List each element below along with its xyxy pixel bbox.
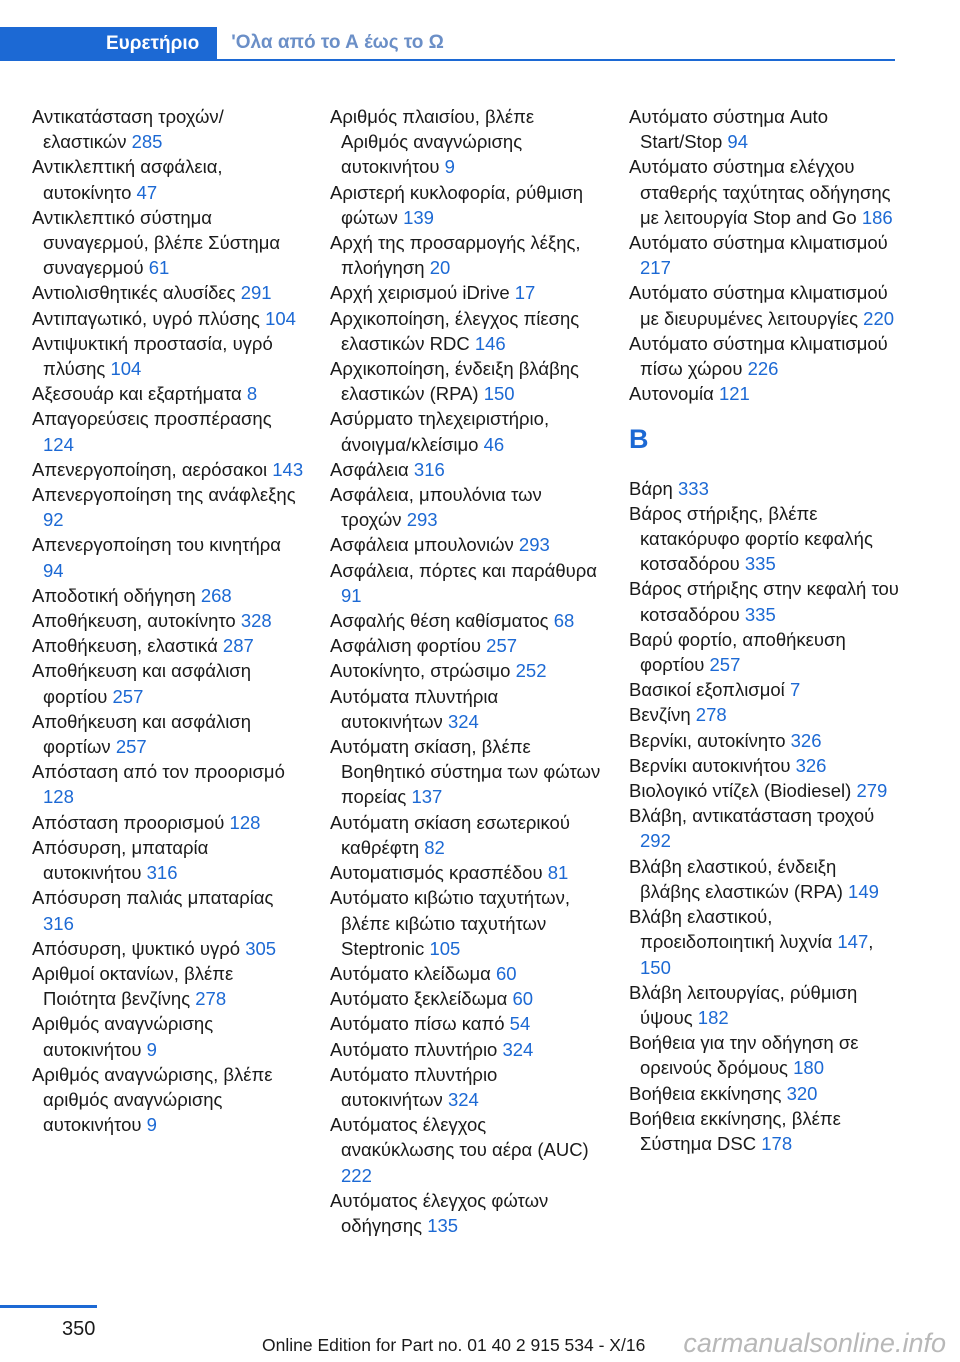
page-link[interactable]: 316 bbox=[146, 862, 178, 884]
entry-term: Αυτόματο κιβώτιο ταχυτήτων, βλέπε κιβώτιο ταχυτήτων Steptronic bbox=[330, 887, 570, 959]
page-link[interactable]: 278 bbox=[695, 704, 727, 726]
index-entry bbox=[629, 854, 901, 904]
page-link[interactable]: 279 bbox=[856, 780, 888, 802]
index-entry bbox=[330, 885, 602, 961]
index-entry bbox=[629, 753, 901, 778]
page-link[interactable]: 82 bbox=[424, 836, 445, 858]
page-link[interactable]: 335 bbox=[744, 603, 776, 625]
page-link[interactable]: 150 bbox=[483, 383, 515, 405]
header-bar bbox=[0, 27, 895, 61]
entry-term: Αυτόματος έλεγχος ανακύκλωσης του αέρα (AUC) bbox=[330, 1114, 589, 1161]
index-column-1 bbox=[32, 104, 304, 1137]
page-link[interactable]: 147 bbox=[837, 931, 869, 953]
page-link[interactable]: 328 bbox=[240, 610, 272, 632]
page-link[interactable]: 320 bbox=[786, 1082, 818, 1104]
index-entry bbox=[32, 482, 304, 532]
entry-term: Αυτόματο πίσω καπό bbox=[330, 1013, 505, 1035]
page-link[interactable]: 326 bbox=[790, 729, 822, 751]
index-entry bbox=[629, 476, 901, 501]
page-link[interactable]: 335 bbox=[744, 553, 776, 575]
index-entry bbox=[629, 381, 901, 406]
index-entry bbox=[629, 1106, 901, 1156]
page-link[interactable]: 178 bbox=[761, 1132, 793, 1154]
index-entry bbox=[330, 230, 602, 280]
entry-term: Αντικλεπτικό σύστημα συναγερμού, βλέπε Σύστημα συναγερμού bbox=[32, 206, 281, 279]
entry-term: Αποθήκευση και ασφάλιση φορτίων bbox=[32, 710, 252, 758]
page-link[interactable]: 94 bbox=[43, 559, 64, 581]
index-entry bbox=[330, 658, 602, 683]
index-entry bbox=[32, 154, 304, 204]
page-link[interactable]: 291 bbox=[240, 282, 272, 304]
entry-term: Βαρύ φορτίο, αποθήκευση φορτίου bbox=[629, 628, 846, 676]
index-entry bbox=[330, 1062, 602, 1112]
page-link[interactable]: 292 bbox=[640, 830, 671, 852]
index-entry bbox=[330, 104, 602, 180]
index-entry bbox=[330, 306, 602, 356]
entry-term: Αρχή της προσαρμογής λέξης, πλοήγηση bbox=[330, 232, 581, 279]
entry-term: Απενεργοποίηση, αερόσακοι bbox=[32, 458, 268, 480]
entry-term: Αυτονομία bbox=[629, 383, 714, 405]
index-entry bbox=[32, 457, 304, 482]
index-entry bbox=[330, 280, 602, 305]
entry-term: Αυτόματα πλυντήρια αυτοκινήτων bbox=[330, 685, 499, 732]
index-entry bbox=[330, 180, 602, 230]
entry-term: Αποθήκευση, ελαστικά bbox=[32, 635, 218, 657]
index-entry bbox=[32, 885, 304, 935]
entry-term: Βλάβη ελαστικού, προειδοποιητική λυχνία bbox=[629, 906, 833, 953]
index-entry bbox=[629, 778, 901, 803]
entry-term: Ασφάλεια bbox=[330, 458, 409, 480]
index-column-2 bbox=[330, 104, 602, 1238]
index-entry bbox=[330, 406, 602, 456]
index-entry bbox=[32, 532, 304, 582]
entry-term: Ασφάλιση φορτίου bbox=[330, 635, 482, 657]
page-link[interactable]: 9 bbox=[146, 1038, 157, 1060]
entry-term: Βερνίκι αυτοκινήτου bbox=[629, 754, 791, 776]
index-entry bbox=[330, 1188, 602, 1238]
index-columns bbox=[0, 104, 960, 1274]
entry-term: Απόσταση από τον προορισμό bbox=[32, 761, 285, 783]
page-link[interactable]: 61 bbox=[148, 257, 170, 279]
page-link[interactable]: 146 bbox=[474, 332, 506, 354]
entry-term: Αριθμοί οκτανίων, βλέπε Ποιότητα βενζίνης bbox=[32, 962, 234, 1010]
index-entry bbox=[330, 482, 602, 532]
entry-term: Αυτόματη σκίαση, βλέπε Βοηθητικό σύστημα των φώτων πορείας bbox=[330, 736, 601, 808]
page-link[interactable]: 104 bbox=[110, 358, 142, 380]
entry-term: Αυτοκίνητο, στρώσιμο bbox=[330, 660, 511, 682]
page-link[interactable]: 149 bbox=[848, 880, 879, 902]
page-link[interactable]: 257 bbox=[115, 736, 147, 758]
index-entry bbox=[629, 1081, 901, 1106]
entry-term: Αντικατάσταση τροχών/ελαστικών bbox=[32, 106, 224, 153]
page-link[interactable]: 186 bbox=[861, 206, 893, 228]
page-link[interactable]: 128 bbox=[229, 811, 261, 833]
entry-term: Αρχικοποίηση, ένδειξη βλάβης ελαστικών (RPA) bbox=[330, 358, 579, 405]
page-link[interactable]: 20 bbox=[429, 257, 451, 279]
index-entry bbox=[32, 633, 304, 658]
entry-term: Απόσυρση, μπαταρία αυτοκινήτου bbox=[32, 836, 209, 884]
entry-term: Αντιπαγωτικό, υγρό πλύσης bbox=[32, 307, 260, 329]
page-link[interactable]: 150 bbox=[640, 956, 671, 978]
index-entry bbox=[32, 961, 304, 1011]
entry-term: Απενεργοποίηση της ανάφλεξης bbox=[32, 484, 296, 506]
page-link[interactable]: 257 bbox=[112, 685, 144, 707]
footer-rule bbox=[0, 1305, 97, 1308]
index-entry bbox=[32, 381, 304, 406]
index-entry bbox=[629, 1030, 901, 1080]
edition-text: Online Edition for Part no. 01 40 2 915 534 - X/16 bbox=[262, 1335, 646, 1355]
entry-term: Αριστερή κυκλοφορία, ρύθμιση φώτων bbox=[330, 181, 584, 228]
entry-term: Αυτόματο κλείδωμα bbox=[330, 962, 491, 984]
page-link[interactable]: 326 bbox=[795, 754, 827, 776]
entry-term: Αυτόματο πλυντήριο bbox=[330, 1038, 498, 1060]
entry-term: Αυτόματο σύστημα κλιματισμού με διευρυμένες λειτουργίες bbox=[629, 282, 888, 329]
index-column-3 bbox=[629, 104, 901, 1156]
entry-term: Αρχικοποίηση, έλεγχος πίεσης ελαστικών RDC bbox=[330, 307, 580, 354]
entry-term: Βλάβη ελαστικού, ένδειξη βλάβης ελαστικών (RPA) bbox=[629, 855, 843, 902]
index-entry bbox=[330, 684, 602, 734]
index-entry bbox=[32, 280, 304, 305]
index-entry bbox=[32, 104, 304, 154]
entry-term: Βοήθεια εκκίνησης bbox=[629, 1082, 782, 1104]
index-entry bbox=[32, 1062, 304, 1138]
index-entry bbox=[32, 1011, 304, 1061]
index-entry bbox=[629, 627, 901, 677]
entry-term: Αριθμός πλαισίου, βλέπε Αριθμός αναγνώρισης αυτοκινήτου bbox=[330, 106, 535, 178]
page-link[interactable]: 60 bbox=[512, 988, 534, 1010]
entry-term: Απόσυρση παλιάς μπαταρίας bbox=[32, 887, 274, 909]
entry-term: Αποθήκευση και ασφάλιση φορτίου bbox=[32, 660, 252, 707]
page-link[interactable]: 316 bbox=[43, 912, 74, 934]
page-number: 350 bbox=[62, 1318, 96, 1340]
index-entry bbox=[32, 331, 304, 381]
page-link[interactable]: 324 bbox=[447, 1088, 479, 1110]
page-link[interactable]: 128 bbox=[43, 786, 74, 808]
entry-term: Αυτόματο πλυντήριο αυτοκινήτων bbox=[330, 1063, 498, 1110]
entry-term: Αντικλεπτική ασφάλεια, αυτοκίνητο bbox=[32, 156, 223, 203]
index-entry bbox=[330, 1112, 602, 1188]
page-link[interactable]: 293 bbox=[406, 509, 438, 531]
entry-term: Βιολογικό ντίζελ (Biodiesel) bbox=[629, 780, 852, 802]
page-link[interactable]: 257 bbox=[709, 654, 741, 676]
entry-term: Ασφαλής θέση καθίσματος bbox=[330, 610, 549, 632]
index-entry bbox=[629, 576, 901, 626]
entry-term: Βοήθεια εκκίνησης, βλέπε Σύστημα DSC bbox=[629, 1107, 841, 1154]
index-entry bbox=[629, 677, 901, 702]
page-link[interactable]: 46 bbox=[483, 433, 505, 455]
section-letter: Β bbox=[629, 424, 649, 455]
index-entry bbox=[32, 709, 304, 759]
entry-term: Αριθμός αναγνώρισης, βλέπε αριθμός αναγνώρισης αυτοκινήτου bbox=[32, 1063, 273, 1136]
entry-term: Απόσταση προορισμού bbox=[32, 811, 225, 833]
index-entry bbox=[330, 810, 602, 860]
page-link[interactable]: 293 bbox=[518, 534, 550, 556]
entry-term: Αντιψυκτική προστασία, υγρό πλύσης bbox=[32, 332, 273, 380]
entry-term: Ασύρματο τηλεχειριστήριο, άνοιγμα/κλείσιμο bbox=[330, 408, 550, 455]
index-entry bbox=[629, 501, 901, 577]
entry-term: Απενεργοποίηση του κινητήρα bbox=[32, 534, 281, 556]
index-entry bbox=[32, 306, 304, 331]
page-link[interactable]: 316 bbox=[413, 458, 445, 480]
index-entry bbox=[330, 633, 602, 658]
index-entry bbox=[330, 986, 602, 1011]
index-entry bbox=[629, 803, 901, 853]
entry-term: Αρχή χειρισμού iDrive bbox=[330, 282, 510, 304]
page-link[interactable]: 104 bbox=[265, 307, 296, 329]
index-entry bbox=[330, 608, 602, 633]
page-link[interactable]: 92 bbox=[43, 509, 64, 531]
page-link[interactable]: 268 bbox=[200, 584, 232, 606]
index-entry bbox=[32, 936, 304, 961]
watermark: carmanualsonline.info bbox=[683, 1328, 946, 1358]
entry-term: Βενζίνη bbox=[629, 704, 691, 726]
page-link[interactable]: 47 bbox=[136, 181, 158, 203]
index-entry bbox=[330, 356, 602, 406]
entry-term: Βάρη bbox=[629, 477, 673, 499]
page-link[interactable]: 81 bbox=[547, 862, 569, 884]
page-link[interactable]: 135 bbox=[427, 1214, 459, 1236]
page-link[interactable]: 226 bbox=[747, 358, 779, 380]
page-link[interactable]: 143 bbox=[272, 458, 304, 480]
index-entry bbox=[32, 810, 304, 835]
page-link[interactable]: 278 bbox=[195, 988, 227, 1010]
index-entry bbox=[32, 406, 304, 456]
entry-term: Αξεσουάρ και εξαρτήματα bbox=[32, 383, 242, 405]
page-link[interactable]: 324 bbox=[502, 1038, 534, 1060]
index-entry bbox=[629, 702, 901, 727]
entry-term: Βλάβη, αντικατάσταση τροχού bbox=[629, 805, 875, 827]
entry-term: Αντιολισθητικές αλυσίδες bbox=[32, 282, 236, 304]
index-entry bbox=[629, 728, 901, 753]
entry-term: Απαγορεύσεις προσπέρασης bbox=[32, 408, 272, 430]
index-entry bbox=[330, 734, 602, 810]
index-entry bbox=[629, 280, 901, 330]
entry-term: Βλάβη λειτουργίας, ρύθμιση ύψους bbox=[629, 981, 858, 1028]
page-link[interactable]: 305 bbox=[245, 937, 277, 959]
entry-term: Αποδοτική οδήγηση bbox=[32, 584, 196, 606]
page-link[interactable]: 220 bbox=[863, 307, 895, 329]
entry-term: Αριθμός αναγνώρισης αυτοκινήτου bbox=[32, 1013, 214, 1060]
page-link[interactable]: 17 bbox=[514, 282, 536, 304]
entry-term: Ασφάλεια, πόρτες και παράθυρα bbox=[330, 559, 597, 581]
page-link[interactable]: 139 bbox=[403, 206, 434, 228]
tab-index[interactable]: Ευρετήριο bbox=[0, 27, 217, 61]
page-link[interactable]: 60 bbox=[495, 962, 517, 984]
entry-term: Βοήθεια για την οδήγηση σε ορεινούς δρόμους bbox=[629, 1032, 859, 1079]
page-link[interactable]: 252 bbox=[515, 660, 547, 682]
index-entry bbox=[629, 154, 901, 230]
page-link[interactable]: 94 bbox=[727, 131, 748, 153]
index-entry: Βλάβη ελαστικού, προειδοποιητική λυχνία 147, 150 bbox=[629, 906, 874, 978]
index-entry bbox=[32, 608, 304, 633]
page-link[interactable]: 91 bbox=[341, 584, 362, 606]
page-link[interactable]: 68 bbox=[553, 610, 575, 632]
entry-term: Αυτοματισμός κρασπέδου bbox=[330, 862, 543, 884]
page-link[interactable]: 8 bbox=[246, 383, 258, 405]
entry-term: Αποθήκευση, αυτοκίνητο bbox=[32, 610, 236, 632]
entry-term: Ασφάλεια, μπουλόνια των τροχών bbox=[330, 484, 542, 531]
entry-term: Βερνίκι, αυτοκίνητο bbox=[629, 729, 786, 751]
page-link[interactable]: 285 bbox=[131, 131, 163, 153]
page-link[interactable]: 182 bbox=[697, 1006, 729, 1028]
page-link[interactable]: 9 bbox=[444, 156, 455, 178]
page-link[interactable]: 124 bbox=[43, 433, 74, 455]
entry-term: Αυτόματο σύστημα ελέγχου σταθερής ταχύτητας οδήγησης με λειτουργία Stop and Go bbox=[629, 156, 891, 228]
index-entry bbox=[629, 980, 901, 1030]
page-link[interactable]: 9 bbox=[146, 1114, 157, 1136]
index-entry bbox=[32, 658, 304, 708]
entry-term: Αυτόματη σκίαση εσωτερικού καθρέφτη bbox=[330, 811, 570, 858]
index-entry bbox=[330, 558, 602, 608]
page-link[interactable]: 121 bbox=[718, 383, 750, 405]
index-entry bbox=[330, 457, 602, 482]
entry-term: Αυτόματο σύστημα κλιματισμού πίσω χώρου bbox=[629, 332, 888, 380]
index-entry bbox=[629, 331, 901, 381]
entry-term: Απόσυρση, ψυκτικό υγρό bbox=[32, 937, 241, 959]
entry-term: Αυτόματος έλεγχος φώτων οδήγησης bbox=[330, 1189, 549, 1236]
entry-term: Βάρος στήριξης στην κεφαλή του κοτσαδόρου bbox=[629, 578, 899, 625]
entry-term: Βασικοί εξοπλισμοί bbox=[629, 679, 785, 701]
index-entry bbox=[330, 860, 602, 885]
page-link[interactable]: 137 bbox=[411, 786, 443, 808]
page-link[interactable]: 333 bbox=[678, 477, 709, 499]
page-link[interactable]: 257 bbox=[486, 635, 518, 657]
index-entry bbox=[32, 583, 304, 608]
page-link[interactable]: 7 bbox=[789, 679, 801, 701]
index-entry bbox=[629, 104, 901, 154]
index-entry bbox=[330, 532, 602, 557]
tab-a-to-z[interactable]: 'Ολα από το Α έως το Ω bbox=[217, 27, 895, 61]
entry-term: Αυτόματο σύστημα Auto Start/Stop bbox=[629, 106, 828, 153]
page-link[interactable]: 222 bbox=[341, 1164, 372, 1186]
page-link[interactable]: 287 bbox=[222, 635, 254, 657]
page-link[interactable]: 324 bbox=[447, 710, 479, 732]
entry-term: Αυτόματο σύστημα κλιματισμού bbox=[629, 232, 888, 254]
page-link[interactable]: 54 bbox=[509, 1013, 531, 1035]
index-entry bbox=[330, 1037, 602, 1062]
page-link[interactable]: 105 bbox=[429, 937, 461, 959]
index-entry bbox=[32, 759, 304, 809]
index-entry bbox=[330, 961, 602, 986]
entry-term: Βάρος στήριξης, βλέπε κατακόρυφο φορτίο κεφαλής κοτσαδόρου bbox=[629, 502, 873, 575]
index-entry bbox=[330, 1011, 602, 1036]
index-entry bbox=[32, 835, 304, 885]
entry-term: Ασφάλεια μπουλονιών bbox=[330, 534, 514, 556]
index-entry bbox=[32, 205, 304, 281]
entry-term: Αυτόματο ξεκλείδωμα bbox=[330, 988, 508, 1010]
page-link[interactable]: 180 bbox=[793, 1057, 824, 1079]
page-link[interactable]: 217 bbox=[640, 257, 671, 279]
index-entry bbox=[629, 230, 901, 280]
